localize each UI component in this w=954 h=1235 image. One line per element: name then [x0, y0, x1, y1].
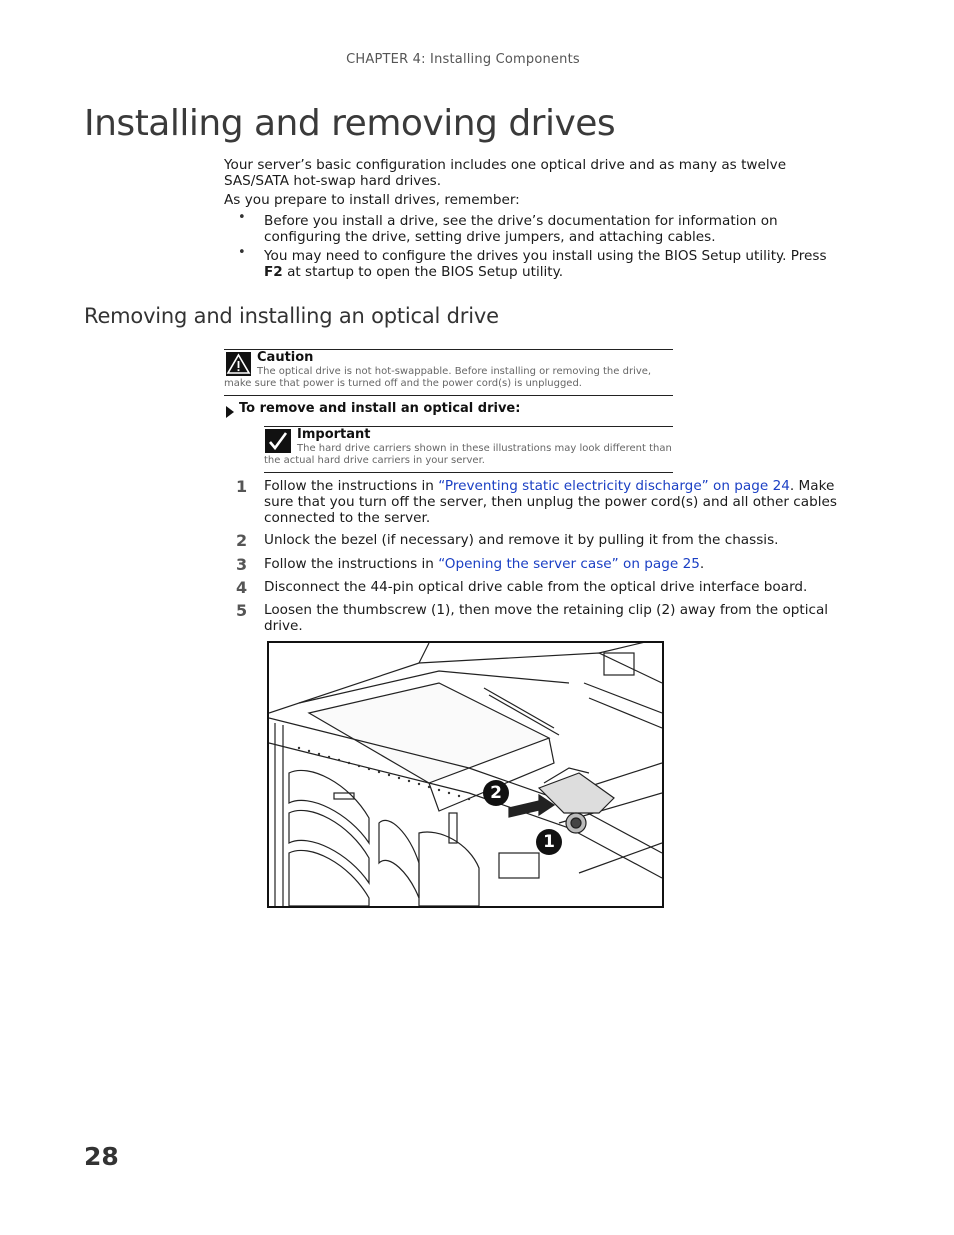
static-discharge-link[interactable]: “Preventing static electricity discharge” on page 24 — [438, 478, 790, 494]
step-text: Disconnect the 44-pin optical drive cable from the optical drive interface board. — [264, 579, 808, 595]
page-number: 28 — [84, 1142, 119, 1171]
step-text: Unlock the bezel (if necessary) and remove it by pulling it from the chassis. — [264, 532, 779, 548]
step-number: 2 — [236, 531, 248, 550]
optical-drive-illustration — [267, 641, 664, 908]
callout-thumbscrew: 1 — [536, 829, 562, 855]
step-number: 1 — [236, 477, 248, 496]
important-box — [264, 426, 673, 473]
caution-text: The optical drive is not hot-swappable. Before installing or removing the drive, make sure that power is turned off and the power cord(s) is unplugged. — [224, 366, 652, 390]
step-text: Follow the instructions in “Preventing static electricity discharge” on page 24. Make sure that you turn off the server, then unplug the power cord(s) and all other cables connected to the server. — [264, 478, 837, 526]
bullet-icon: • — [238, 245, 246, 260]
bullet-item: Before you install a drive, see the drive’s documentation for information on configuring the drive, setting drive jumpers, and attaching cables. — [264, 213, 778, 245]
caution-title: Caution — [257, 350, 314, 365]
section-title: Removing and installing an optical drive — [84, 304, 499, 328]
caution-box — [224, 349, 673, 396]
bullet-item: You may need to configure the drives you install using the BIOS Setup utility. Press F2 at startup to open the BIOS Setup utility. — [264, 248, 827, 280]
intro-paragraph: Your server’s basic configuration includes one optical drive and as many as twelve SAS/SATA hot-swap hard drives. — [224, 157, 787, 189]
step-number: 4 — [236, 578, 248, 597]
arrow-right-icon — [226, 403, 234, 422]
key-f2: F2 — [264, 263, 283, 280]
step-text: Follow the instructions in “Opening the server case” on page 25. — [264, 556, 705, 572]
step-number: 3 — [236, 555, 248, 574]
intro-lead: As you prepare to install drives, remember: — [224, 192, 520, 208]
opening-case-link[interactable]: “Opening the server case” on page 25 — [438, 556, 700, 572]
page-title: Installing and removing drives — [84, 103, 616, 144]
callout-retaining-clip: 2 — [483, 780, 509, 806]
important-title: Important — [297, 427, 371, 442]
step-number: 5 — [236, 601, 248, 620]
bullet-icon: • — [238, 210, 246, 225]
chapter-header: CHAPTER 4: Installing Components — [346, 52, 580, 67]
procedure-title: To remove and install an optical drive: — [239, 401, 521, 416]
important-text: The hard drive carriers shown in these illustrations may look different than the actual hard drive carriers in your server. — [264, 443, 672, 467]
step-text: Loosen the thumbscrew (1), then move the retaining clip (2) away from the optical drive. — [264, 602, 829, 634]
